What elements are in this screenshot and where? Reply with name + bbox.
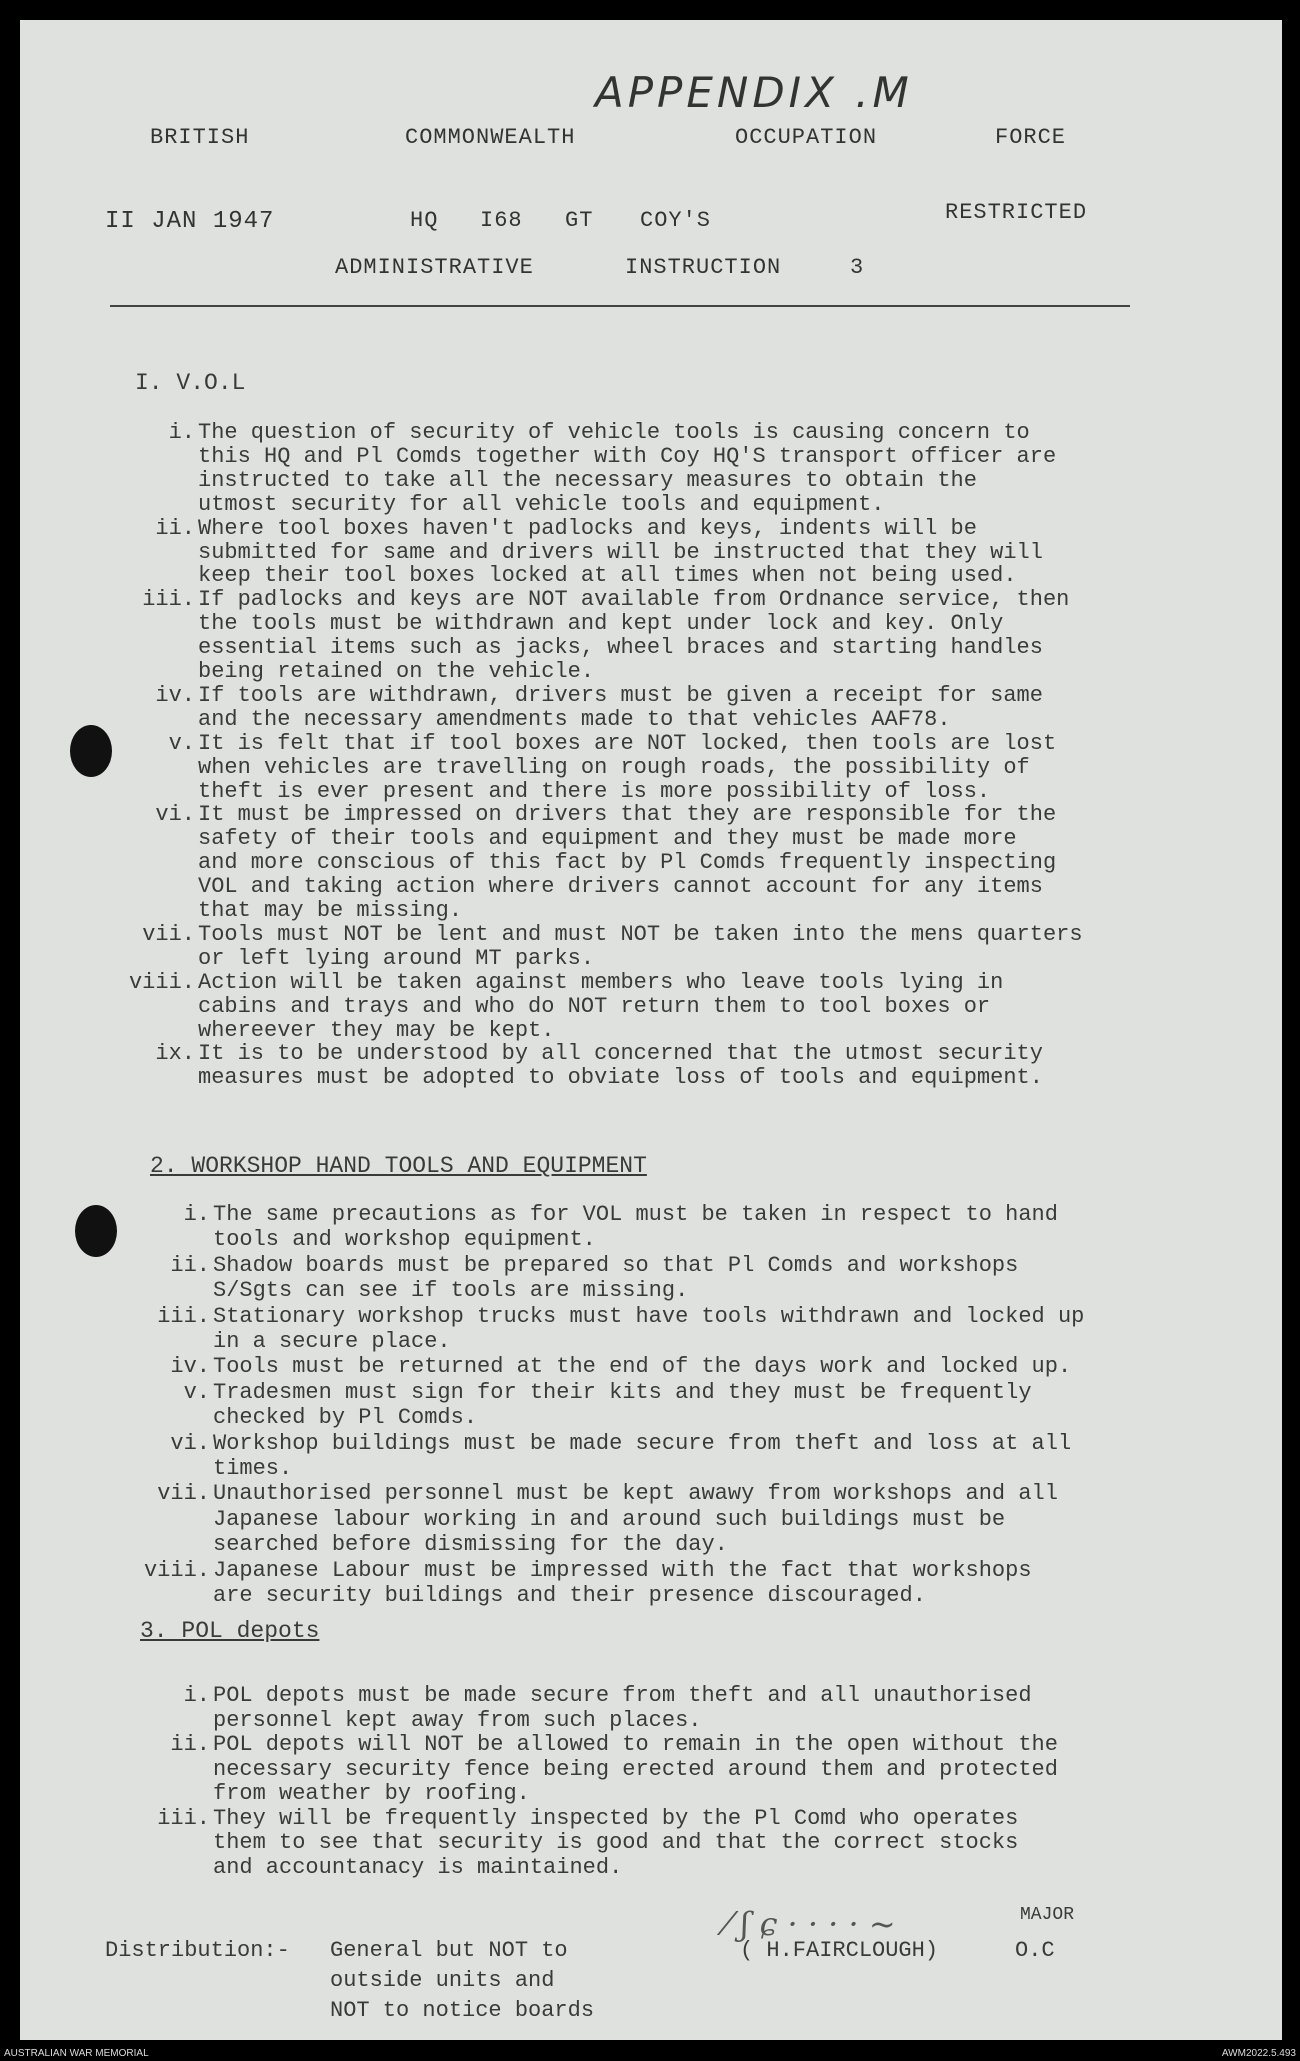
item-text-line: keep their tool boxes locked at all times when not being used. <box>198 563 1017 589</box>
distribution-label: Distribution:- <box>105 1938 290 1963</box>
signature-name: ( H.FAIRCLOUGH) <box>740 1938 939 1963</box>
item-number: i. <box>183 1683 210 1708</box>
header-org-1: BRITISH <box>150 125 250 150</box>
item-text-line: VOL and taking action where drivers cannot account for any items <box>198 874 1043 900</box>
item-text-line: instructed to take all the necessary measures to obtain the <box>198 467 977 493</box>
item-text-line: tools and workshop equipment. <box>213 1227 596 1253</box>
header-classification: RESTRICTED <box>945 200 1088 225</box>
item-number: viii. <box>143 1557 210 1583</box>
item-text-line: Stationary workshop trucks must have tools withdrawn and locked up <box>213 1303 1085 1329</box>
item-text-line: Workshop buildings must be made secure from theft and loss at all <box>213 1430 1072 1456</box>
item-text-line: searched before dismissing for the day. <box>213 1532 728 1558</box>
header-title-1: ADMINISTRATIVE <box>335 255 534 280</box>
item-text-line: checked by Pl Comds. <box>213 1405 478 1431</box>
item-text-line: are security buildings and their presence discouraged. <box>213 1583 926 1608</box>
item-number: iv. <box>155 682 195 708</box>
item-text-line: POL depots must be made secure from theft and all unauthorised <box>213 1683 1032 1708</box>
item-text-line: that may be missing. <box>198 898 463 923</box>
item-text-line: If padlocks and keys are NOT available from Ordnance service, then <box>198 587 1070 613</box>
item-text-line: S/Sgts can see if tools are missing. <box>213 1278 689 1304</box>
item-text-line: from weather by roofing. <box>213 1781 530 1806</box>
document-page <box>20 20 1282 2040</box>
item-text-line: personnel kept away from such places. <box>213 1707 702 1733</box>
item-text-line: POL depots will NOT be allowed to remain in the open without the <box>213 1732 1058 1757</box>
item-text-line: Japanese Labour must be impressed with the fact that workshops <box>213 1557 1032 1583</box>
item-text-line: The question of security of vehicle tools is causing concern to <box>198 420 1030 445</box>
item-text-line: this HQ and Pl Comds together with Coy HQ'S transport officer are <box>198 443 1057 469</box>
signature-scribble: ⁄ ʃ ɕ · · · · ~ <box>725 1905 896 1943</box>
distribution-line-1: General but NOT to <box>330 1938 568 1963</box>
item-text-line: or left lying around MT parks. <box>198 945 595 971</box>
item-text-line: whereever they may be kept. <box>198 1017 555 1043</box>
section-title: 2. WORKSHOP HAND TOOLS AND EQUIPMENT <box>150 1153 647 1179</box>
item-text-line: measures must be adopted to obviate loss of tools and equipment. <box>198 1065 1043 1091</box>
item-text-line: submitted for same and drivers will be instructed that they will <box>198 539 1043 565</box>
item-text-line: Unauthorised personnel must be kept awawy from workshops and all <box>213 1481 1058 1507</box>
item-text-line: them to see that security is good and that the correct stocks <box>213 1830 1019 1855</box>
header-divider <box>110 305 1130 307</box>
item-text-line: Tradesmen must sign for their kits and they must be frequently <box>213 1379 1032 1405</box>
item-text-line: It is felt that if tool boxes are NOT locked, then tools are lost <box>198 730 1057 756</box>
distribution-line-2: outside units and <box>330 1968 555 1993</box>
item-text-line: Action will be taken against members who leave tools lying in <box>198 969 1004 995</box>
item-text-line: in a secure place. <box>213 1329 451 1354</box>
appendix-handwritten-label: APPENDIX .M <box>595 68 913 117</box>
item-text-line: and more conscious of this fact by Pl Comds frequently inspecting <box>198 850 1057 876</box>
item-text-line: cabins and trays and who do NOT return them to tool boxes or <box>198 993 991 1019</box>
footer-left: AUSTRALIAN WAR MEMORIAL <box>4 2048 149 2059</box>
item-text-line: It must be impressed on drivers that they are responsible for the <box>198 802 1057 828</box>
item-number: ii. <box>170 1252 210 1278</box>
signature-title: O.C <box>1015 1938 1055 1963</box>
header-date: II JAN 1947 <box>105 208 275 235</box>
item-number: iv. <box>170 1354 210 1380</box>
item-number: i. <box>183 1202 210 1227</box>
item-number: ii. <box>155 515 195 541</box>
item-number: vi. <box>155 802 195 828</box>
header-unit-1: HQ <box>410 208 439 233</box>
footer-right: AWM2022.5.493 <box>1221 2048 1296 2059</box>
archive-footer <box>0 2048 1300 2061</box>
item-text-line: Tools must be returned at the end of the days work and locked up. <box>213 1354 1072 1380</box>
item-text-line: safety of their tools and equipment and they must be made more <box>198 826 1017 852</box>
header-unit-2: I68 <box>480 208 523 233</box>
item-text-line: Shadow boards must be prepared so that Pl Comds and workshops <box>213 1252 1019 1278</box>
item-number: iii. <box>157 1303 210 1329</box>
item-text-line: Japanese labour working in and around such buildings must be <box>213 1506 1006 1532</box>
item-number: ix. <box>155 1041 195 1067</box>
header-title-2: INSTRUCTION <box>625 255 782 280</box>
item-text-line: utmost security for all vehicle tools and equipment. <box>198 491 885 517</box>
header-org-4: FORCE <box>995 125 1067 150</box>
header-title-3: 3 <box>850 255 865 280</box>
item-text-line: Tools must NOT be lent and must NOT be taken into the mens quarters <box>198 921 1083 947</box>
distribution-line-3: NOT to notice boards <box>330 1998 595 2023</box>
item-number: vii. <box>157 1481 210 1507</box>
item-text-line: essential items such as jacks, wheel braces and starting handles <box>198 635 1043 661</box>
item-number: iii. <box>157 1805 210 1831</box>
item-number: v. <box>183 1379 210 1405</box>
item-text-line: If tools are withdrawn, drivers must be given a receipt for same <box>198 682 1043 708</box>
item-text-line: the tools must be withdrawn and kept under lock and key. Only <box>198 611 1004 637</box>
item-text-line: and the necessary amendments made to that vehicles AAF78. <box>198 706 951 732</box>
item-text-line: and accountanacy is maintained. <box>213 1854 623 1880</box>
item-text-line: times. <box>213 1456 293 1481</box>
item-text-line: They will be frequently inspected by the Pl Comd who operates <box>213 1805 1019 1831</box>
item-text-line: It is to be understood by all concerned that the utmost security <box>198 1041 1043 1067</box>
section-title: I. V.O.L <box>135 370 246 396</box>
signature-rank: MAJOR <box>1020 1905 1075 1925</box>
header-unit-4: COY'S <box>640 208 712 233</box>
item-number: iii. <box>142 587 195 613</box>
item-text-line: necessary security fence being erected around them and protected <box>213 1756 1058 1782</box>
header-org-3: OCCUPATION <box>735 125 878 150</box>
item-text-line: The same precautions as for VOL must be taken in respect to hand <box>213 1202 1058 1227</box>
item-text-line: Where tool boxes haven't padlocks and keys, indents will be <box>198 515 977 541</box>
item-text-line: when vehicles are travelling on rough roads, the possibility of <box>198 754 1030 780</box>
punch-hole-bottom <box>75 1205 117 1257</box>
item-number: i. <box>168 420 195 445</box>
item-number: vii. <box>142 921 195 947</box>
header-unit-3: GT <box>565 208 594 233</box>
header-org-2: COMMONWEALTH <box>405 125 576 150</box>
item-text-line: theft is ever present and there is more possibility of loss. <box>198 778 991 804</box>
item-number: vi. <box>170 1430 210 1456</box>
item-number: ii. <box>170 1732 210 1757</box>
item-number: viii. <box>128 969 195 995</box>
item-number: v. <box>168 730 195 756</box>
section-title: 3. POL depots <box>140 1618 320 1644</box>
item-text-line: being retained on the vehicle. <box>198 659 595 684</box>
